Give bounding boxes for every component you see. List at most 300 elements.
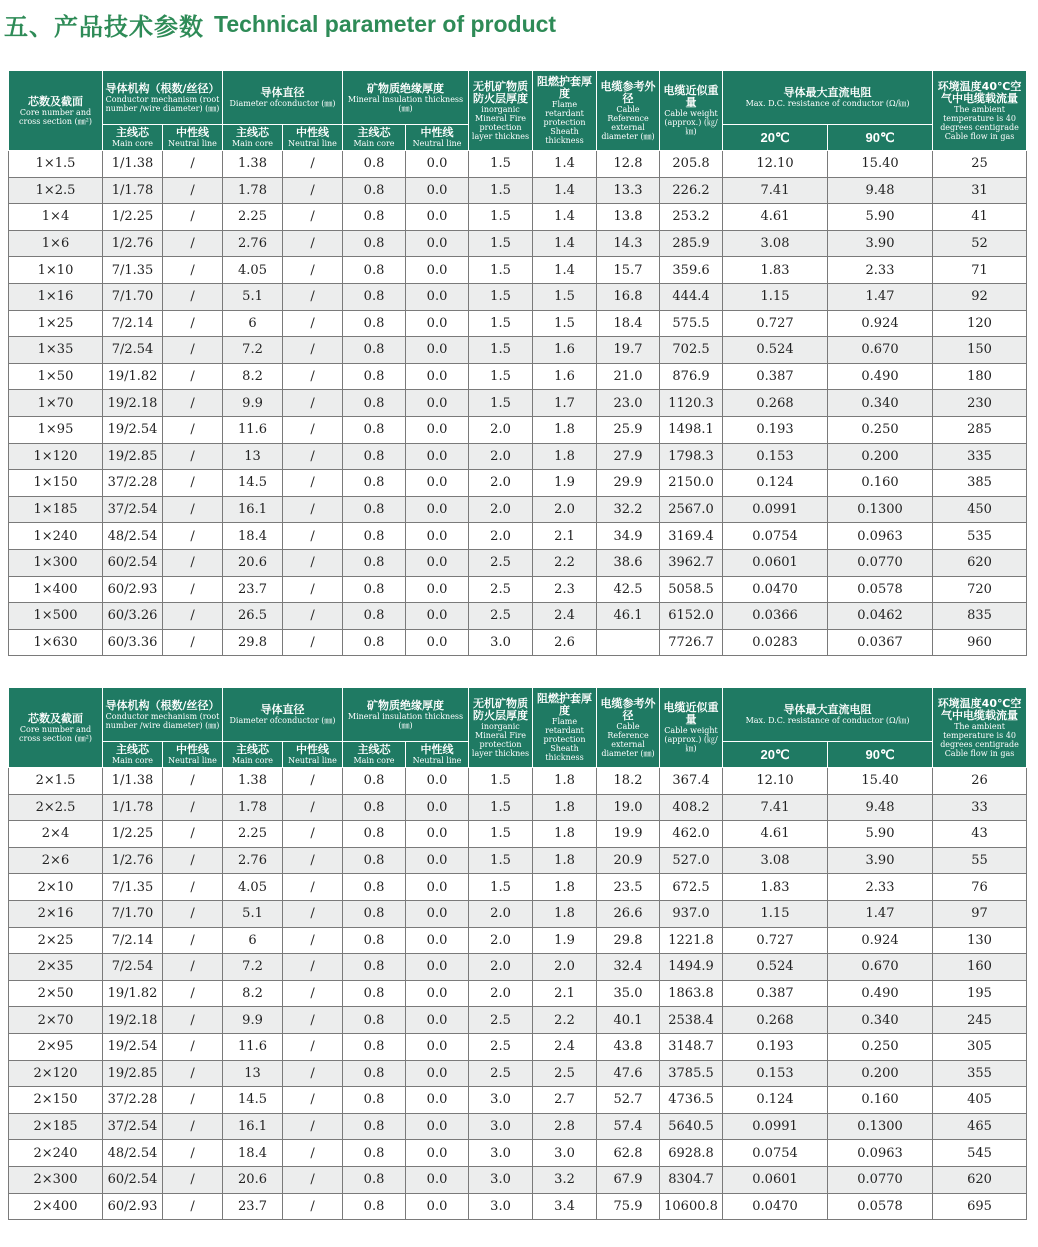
table-row (9, 1033, 1027, 1060)
table-row (9, 337, 1027, 364)
cell-fire-layer: 2.0 (469, 470, 533, 497)
table-row (9, 1113, 1027, 1140)
cell-insulation-main: 0.8 (343, 283, 406, 310)
cell-current: 465 (933, 1113, 1027, 1140)
cell-fire-layer: 2.0 (469, 523, 533, 550)
cell-diameter-neutral: / (283, 443, 343, 470)
cell-external-diameter: 75.9 (597, 1193, 660, 1220)
subheader-main-core: 主线芯 Main core (223, 742, 283, 768)
cell-section: 1×500 (9, 603, 103, 630)
cell-section: 2×2.5 (9, 794, 103, 821)
cell-diameter-main: 13 (223, 1060, 283, 1087)
cell-external-diameter: 47.6 (597, 1060, 660, 1087)
cell-insulation-neutral: 0.0 (406, 470, 469, 497)
cell-fire-layer: 1.5 (469, 821, 533, 848)
cell-section: 2×185 (9, 1113, 103, 1140)
cell-diameter-neutral: / (283, 1140, 343, 1167)
cell-diameter-neutral: / (283, 310, 343, 337)
subheader-main-core: 主线芯 Main core (103, 125, 163, 151)
cell-external-diameter: 43.8 (597, 1033, 660, 1060)
cell-fire-layer: 3.0 (469, 1140, 533, 1167)
cell-insulation-neutral: 0.0 (406, 1087, 469, 1114)
cell-conductor-neutral: / (163, 363, 223, 390)
cell-insulation-main: 0.8 (343, 1060, 406, 1087)
cell-diameter-main: 18.4 (223, 1140, 283, 1167)
cell-section: 2×4 (9, 821, 103, 848)
cell-conductor-neutral: / (163, 177, 223, 204)
cell-current: 720 (933, 576, 1027, 603)
cell-resistance-20: 0.268 (723, 390, 828, 417)
cell-fire-layer: 2.0 (469, 927, 533, 954)
cell-conductor-neutral: / (163, 1060, 223, 1087)
cell-current: 92 (933, 283, 1027, 310)
cell-section: 1×70 (9, 390, 103, 417)
cell-sheath: 1.8 (533, 821, 597, 848)
cell-resistance-90: 0.924 (828, 927, 933, 954)
cell-section: 2×150 (9, 1087, 103, 1114)
cell-external-diameter: 32.4 (597, 954, 660, 981)
cell-section: 1×400 (9, 576, 103, 603)
cell-sheath: 1.9 (533, 927, 597, 954)
cell-section: 1×240 (9, 523, 103, 550)
cell-weight: 285.9 (660, 230, 723, 257)
table-row (9, 523, 1027, 550)
cell-insulation-main: 0.8 (343, 523, 406, 550)
cell-insulation-neutral: 0.0 (406, 1033, 469, 1060)
cell-resistance-90: 15.40 (828, 151, 933, 178)
cell-diameter-neutral: / (283, 1166, 343, 1193)
cell-conductor-main: 7/2.14 (103, 927, 163, 954)
cell-fire-layer: 1.5 (469, 768, 533, 795)
cell-diameter-neutral: / (283, 549, 343, 576)
cell-external-diameter: 62.8 (597, 1140, 660, 1167)
cell-sheath: 2.6 (533, 629, 597, 656)
cell-resistance-20: 4.61 (723, 204, 828, 231)
cell-insulation-main: 0.8 (343, 954, 406, 981)
cell-diameter-main: 18.4 (223, 523, 283, 550)
cell-current: 695 (933, 1193, 1027, 1220)
cell-sheath: 2.2 (533, 1007, 597, 1034)
cell-external-diameter: 35.0 (597, 980, 660, 1007)
table-body (9, 151, 1027, 656)
page-title (4, 4, 556, 44)
cell-diameter-neutral: / (283, 576, 343, 603)
table-row (9, 443, 1027, 470)
cell-resistance-20: 3.08 (723, 230, 828, 257)
cell-conductor-main: 1/2.25 (103, 204, 163, 231)
cell-fire-layer: 3.0 (469, 1193, 533, 1220)
cell-weight: 2538.4 (660, 1007, 723, 1034)
cell-current: 335 (933, 443, 1027, 470)
cell-conductor-neutral: / (163, 151, 223, 178)
title-chinese: 五、产品技术参数 (4, 12, 204, 41)
cell-sheath: 1.5 (533, 310, 597, 337)
cell-conductor-main: 1/1.78 (103, 177, 163, 204)
cell-conductor-main: 7/2.54 (103, 954, 163, 981)
cell-weight: 3148.7 (660, 1033, 723, 1060)
cell-insulation-main: 0.8 (343, 821, 406, 848)
table-row (9, 1087, 1027, 1114)
cell-insulation-neutral: 0.0 (406, 1060, 469, 1087)
cell-insulation-main: 0.8 (343, 1166, 406, 1193)
table-row (9, 177, 1027, 204)
cell-resistance-90: 2.33 (828, 874, 933, 901)
cell-external-diameter: 52.7 (597, 1087, 660, 1114)
cell-resistance-90: 5.90 (828, 204, 933, 231)
header-core-section: 芯数及截面 Core number and cross section (㎜²) (9, 71, 103, 151)
cell-resistance-20: 0.387 (723, 980, 828, 1007)
cell-conductor-main: 37/2.54 (103, 496, 163, 523)
cell-section: 2×1.5 (9, 768, 103, 795)
cell-conductor-main: 19/2.85 (103, 1060, 163, 1087)
cell-resistance-90: 0.160 (828, 470, 933, 497)
cell-current: 355 (933, 1060, 1027, 1087)
cell-conductor-neutral: / (163, 1113, 223, 1140)
cell-weight: 2567.0 (660, 496, 723, 523)
cell-insulation-neutral: 0.0 (406, 177, 469, 204)
cell-diameter-neutral: / (283, 177, 343, 204)
table-row (9, 310, 1027, 337)
cell-fire-layer: 2.5 (469, 1060, 533, 1087)
cell-conductor-main: 7/2.14 (103, 310, 163, 337)
cell-weight: 5058.5 (660, 576, 723, 603)
table-row (9, 927, 1027, 954)
cell-weight: 1798.3 (660, 443, 723, 470)
cell-weight: 359.6 (660, 257, 723, 284)
cell-diameter-main: 26.5 (223, 603, 283, 630)
cell-diameter-main: 2.25 (223, 821, 283, 848)
cell-insulation-neutral: 0.0 (406, 954, 469, 981)
cell-insulation-neutral: 0.0 (406, 821, 469, 848)
cell-fire-layer: 1.5 (469, 794, 533, 821)
cell-diameter-main: 4.05 (223, 874, 283, 901)
cell-conductor-neutral: / (163, 416, 223, 443)
cell-conductor-main: 60/2.54 (103, 1166, 163, 1193)
cell-diameter-main: 11.6 (223, 416, 283, 443)
cell-resistance-20: 0.0470 (723, 1193, 828, 1220)
cell-resistance-20: 0.0754 (723, 523, 828, 550)
cell-insulation-neutral: 0.0 (406, 230, 469, 257)
cell-conductor-neutral: / (163, 1166, 223, 1193)
cell-conductor-neutral: / (163, 470, 223, 497)
subheader-temp-90: 90℃ (828, 125, 933, 151)
cell-section: 1×2.5 (9, 177, 103, 204)
cell-resistance-20: 0.193 (723, 1033, 828, 1060)
cell-fire-layer: 1.5 (469, 874, 533, 901)
cell-weight: 444.4 (660, 283, 723, 310)
cell-insulation-main: 0.8 (343, 310, 406, 337)
cell-insulation-main: 0.8 (343, 257, 406, 284)
cell-section: 2×25 (9, 927, 103, 954)
cell-weight: 8304.7 (660, 1166, 723, 1193)
cell-resistance-20: 0.0991 (723, 1113, 828, 1140)
cell-conductor-neutral: / (163, 390, 223, 417)
cell-resistance-90: 0.670 (828, 337, 933, 364)
cell-external-diameter: 23.5 (597, 874, 660, 901)
cell-fire-layer: 1.5 (469, 283, 533, 310)
subheader-main-core: 主线芯 Main core (343, 742, 406, 768)
cell-diameter-main: 8.2 (223, 363, 283, 390)
cell-insulation-main: 0.8 (343, 363, 406, 390)
cell-external-diameter: 13.3 (597, 177, 660, 204)
cell-insulation-main: 0.8 (343, 337, 406, 364)
table-row (9, 230, 1027, 257)
cell-diameter-neutral: / (283, 1193, 343, 1220)
header-sheath-thickness: 阻燃护套厚度 Flame retardant protection Sheath thickness (533, 71, 597, 151)
cell-weight: 672.5 (660, 874, 723, 901)
table-row (9, 1060, 1027, 1087)
cell-conductor-main: 7/1.70 (103, 283, 163, 310)
cell-current: 245 (933, 1007, 1027, 1034)
cell-diameter-neutral: / (283, 1033, 343, 1060)
cell-resistance-90: 0.250 (828, 1033, 933, 1060)
cell-conductor-main: 60/3.26 (103, 603, 163, 630)
cell-conductor-neutral: / (163, 1193, 223, 1220)
cell-insulation-neutral: 0.0 (406, 390, 469, 417)
cell-resistance-20: 0.0283 (723, 629, 828, 656)
cell-diameter-main: 4.05 (223, 257, 283, 284)
cell-fire-layer: 1.5 (469, 230, 533, 257)
cell-section: 1×35 (9, 337, 103, 364)
cell-conductor-main: 1/2.76 (103, 847, 163, 874)
cell-current: 130 (933, 927, 1027, 954)
cell-fire-layer: 2.5 (469, 549, 533, 576)
cell-insulation-main: 0.8 (343, 177, 406, 204)
cell-resistance-20: 0.0754 (723, 1140, 828, 1167)
cell-conductor-neutral: / (163, 847, 223, 874)
cell-section: 1×95 (9, 416, 103, 443)
cell-external-diameter (597, 629, 660, 656)
cell-insulation-neutral: 0.0 (406, 847, 469, 874)
cell-sheath: 1.8 (533, 768, 597, 795)
subheader-neutral-line: 中性线 Neutral line (163, 742, 223, 768)
cell-current: 76 (933, 874, 1027, 901)
cell-fire-layer: 3.0 (469, 1087, 533, 1114)
cell-insulation-main: 0.8 (343, 603, 406, 630)
cell-sheath: 1.8 (533, 416, 597, 443)
header-conductor-mechanism: 导体机构（根数/丝径） Conductor mechanism (root number /wire diameter) (㎜) (103, 71, 223, 125)
subheader-temp-20: 20℃ (723, 125, 828, 151)
table-row (9, 1193, 1027, 1220)
cell-external-diameter: 19.7 (597, 337, 660, 364)
cell-diameter-main: 5.1 (223, 900, 283, 927)
cell-fire-layer: 1.5 (469, 177, 533, 204)
cell-resistance-20: 0.268 (723, 1007, 828, 1034)
cell-insulation-main: 0.8 (343, 470, 406, 497)
table-row (9, 470, 1027, 497)
header-cable-weight: 电缆近似重量 Cable weight (approx.) (㎏/㎞) (660, 71, 723, 151)
cell-insulation-main: 0.8 (343, 1140, 406, 1167)
cell-external-diameter: 29.8 (597, 927, 660, 954)
cell-weight: 2150.0 (660, 470, 723, 497)
subheader-main-core: 主线芯 Main core (103, 742, 163, 768)
cell-resistance-90: 0.0770 (828, 1166, 933, 1193)
cell-insulation-main: 0.8 (343, 1033, 406, 1060)
cell-conductor-neutral: / (163, 230, 223, 257)
cell-diameter-main: 20.6 (223, 549, 283, 576)
cell-fire-layer: 2.0 (469, 496, 533, 523)
cell-resistance-90: 9.48 (828, 177, 933, 204)
cell-conductor-neutral: / (163, 1007, 223, 1034)
table-row (9, 1140, 1027, 1167)
cell-resistance-20: 12.10 (723, 151, 828, 178)
cell-external-diameter: 46.1 (597, 603, 660, 630)
cell-conductor-main: 60/3.36 (103, 629, 163, 656)
cell-diameter-neutral: / (283, 283, 343, 310)
table-row (9, 363, 1027, 390)
cell-insulation-main: 0.8 (343, 768, 406, 795)
cell-weight: 1863.8 (660, 980, 723, 1007)
cell-resistance-90: 0.340 (828, 1007, 933, 1034)
cell-resistance-90: 9.48 (828, 794, 933, 821)
cell-insulation-main: 0.8 (343, 900, 406, 927)
cell-conductor-main: 7/2.54 (103, 337, 163, 364)
header-fire-protection-layer: 无机矿物质防火层厚度 inorganic Mineral Fire protection layer thicknes (469, 688, 533, 768)
cell-insulation-neutral: 0.0 (406, 927, 469, 954)
cell-resistance-20: 0.524 (723, 337, 828, 364)
cell-insulation-neutral: 0.0 (406, 363, 469, 390)
cell-insulation-neutral: 0.0 (406, 900, 469, 927)
cell-conductor-neutral: / (163, 768, 223, 795)
cell-fire-layer: 2.0 (469, 980, 533, 1007)
cell-resistance-20: 1.83 (723, 257, 828, 284)
cell-insulation-neutral: 0.0 (406, 151, 469, 178)
cell-diameter-neutral: / (283, 204, 343, 231)
cell-section: 1×150 (9, 470, 103, 497)
cell-diameter-neutral: / (283, 257, 343, 284)
cell-sheath: 2.5 (533, 1060, 597, 1087)
cell-external-diameter: 40.1 (597, 1007, 660, 1034)
cell-weight: 6152.0 (660, 603, 723, 630)
cell-resistance-20: 0.124 (723, 1087, 828, 1114)
cell-sheath: 2.1 (533, 980, 597, 1007)
cell-diameter-main: 14.5 (223, 470, 283, 497)
cell-current: 52 (933, 230, 1027, 257)
cell-weight: 575.5 (660, 310, 723, 337)
table-row (9, 847, 1027, 874)
header-current-capacity: 环境温度40℃空气中电缆载流量 The ambient temperature is 40 degrees centigrade Cable flow in gas (933, 688, 1027, 768)
table-row (9, 954, 1027, 981)
cell-external-diameter: 14.3 (597, 230, 660, 257)
cell-insulation-main: 0.8 (343, 874, 406, 901)
cell-diameter-neutral: / (283, 847, 343, 874)
cell-conductor-main: 19/2.54 (103, 1033, 163, 1060)
cell-external-diameter: 34.9 (597, 523, 660, 550)
cell-conductor-main: 48/2.54 (103, 523, 163, 550)
cell-current: 960 (933, 629, 1027, 656)
table-row (9, 1007, 1027, 1034)
cell-resistance-20: 3.08 (723, 847, 828, 874)
cell-section: 2×50 (9, 980, 103, 1007)
cell-diameter-neutral: / (283, 337, 343, 364)
cell-resistance-90: 5.90 (828, 821, 933, 848)
cell-weight: 3169.4 (660, 523, 723, 550)
cell-weight: 1120.3 (660, 390, 723, 417)
cell-fire-layer: 1.5 (469, 310, 533, 337)
cell-sheath: 2.4 (533, 1033, 597, 1060)
cell-insulation-main: 0.8 (343, 549, 406, 576)
subheader-neutral-line: 中性线 Neutral line (283, 742, 343, 768)
cell-external-diameter: 57.4 (597, 1113, 660, 1140)
cell-diameter-main: 7.2 (223, 954, 283, 981)
cell-insulation-main: 0.8 (343, 443, 406, 470)
cell-diameter-main: 9.9 (223, 390, 283, 417)
cell-resistance-90: 0.0578 (828, 576, 933, 603)
cell-fire-layer: 2.5 (469, 603, 533, 630)
table-row (9, 1166, 1027, 1193)
cell-insulation-main: 0.8 (343, 794, 406, 821)
cell-conductor-neutral: / (163, 257, 223, 284)
cell-diameter-neutral: / (283, 768, 343, 795)
cell-conductor-main: 19/2.18 (103, 390, 163, 417)
table-row (9, 204, 1027, 231)
subheader-neutral-line: 中性线 Neutral line (163, 125, 223, 151)
cell-conductor-neutral: / (163, 496, 223, 523)
cell-fire-layer: 1.5 (469, 390, 533, 417)
cell-conductor-neutral: / (163, 874, 223, 901)
cell-resistance-90: 1.47 (828, 283, 933, 310)
cell-diameter-main: 16.1 (223, 1113, 283, 1140)
cell-resistance-90: 0.0367 (828, 629, 933, 656)
cell-conductor-neutral: / (163, 1140, 223, 1167)
cell-insulation-main: 0.8 (343, 847, 406, 874)
cell-insulation-neutral: 0.0 (406, 1193, 469, 1220)
cell-external-diameter: 42.5 (597, 576, 660, 603)
cell-section: 2×10 (9, 874, 103, 901)
cell-diameter-neutral: / (283, 794, 343, 821)
cell-resistance-20: 1.83 (723, 874, 828, 901)
cell-diameter-main: 11.6 (223, 1033, 283, 1060)
cell-resistance-90: 0.0578 (828, 1193, 933, 1220)
cell-insulation-neutral: 0.0 (406, 496, 469, 523)
cell-insulation-main: 0.8 (343, 576, 406, 603)
cell-section: 1×10 (9, 257, 103, 284)
cell-conductor-neutral: / (163, 1033, 223, 1060)
cell-resistance-20: 0.153 (723, 1060, 828, 1087)
cell-resistance-90: 0.670 (828, 954, 933, 981)
cell-sheath: 1.6 (533, 337, 597, 364)
spec-table-single-core (8, 70, 1027, 656)
cell-conductor-main: 37/2.54 (103, 1113, 163, 1140)
cell-insulation-main: 0.8 (343, 496, 406, 523)
cell-insulation-neutral: 0.0 (406, 1166, 469, 1193)
cell-external-diameter: 13.8 (597, 204, 660, 231)
header-core-section: 芯数及截面 Core number and cross section (㎜²) (9, 688, 103, 768)
cell-insulation-main: 0.8 (343, 1007, 406, 1034)
cell-conductor-main: 19/2.85 (103, 443, 163, 470)
cell-insulation-neutral: 0.0 (406, 629, 469, 656)
cell-insulation-neutral: 0.0 (406, 576, 469, 603)
cell-diameter-neutral: / (283, 523, 343, 550)
header-external-diameter: 电缆参考外径 Cable Reference external diameter (㎜) (597, 71, 660, 151)
cell-diameter-neutral: / (283, 874, 343, 901)
cell-fire-layer: 1.5 (469, 257, 533, 284)
cell-weight: 5640.5 (660, 1113, 723, 1140)
cell-weight: 527.0 (660, 847, 723, 874)
cell-weight: 876.9 (660, 363, 723, 390)
cell-conductor-neutral: / (163, 283, 223, 310)
cell-diameter-neutral: / (283, 821, 343, 848)
cell-fire-layer: 1.5 (469, 363, 533, 390)
cell-resistance-20: 1.15 (723, 283, 828, 310)
table-row (9, 257, 1027, 284)
cell-current: 43 (933, 821, 1027, 848)
cell-external-diameter: 12.8 (597, 151, 660, 178)
spec-table-two-core (8, 687, 1027, 1220)
cell-sheath: 3.2 (533, 1166, 597, 1193)
cell-resistance-20: 0.0470 (723, 576, 828, 603)
cell-conductor-neutral: / (163, 310, 223, 337)
